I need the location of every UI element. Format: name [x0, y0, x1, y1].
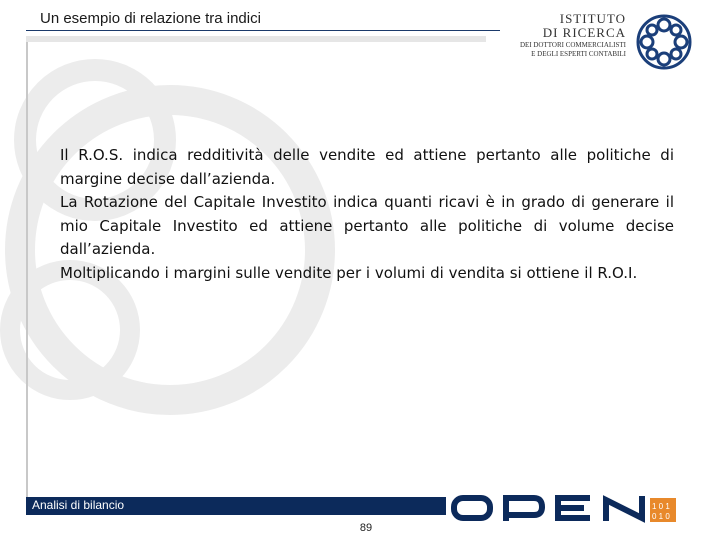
svg-text:1 0 1: 1 0 1: [652, 502, 670, 511]
svg-text:0 1 0: 0 1 0: [652, 512, 670, 521]
logo-line-3: DEI DOTTORI COMMERCIALISTI: [519, 41, 626, 49]
slide-title: Un esempio di relazione tra indici: [40, 10, 261, 27]
paragraph-rotazione: La Rotazione del Capitale Investito indica quanti ricavi è in grado di generare il mio Capitale Investito ed attiene pertanto alle politiche di volume decise dall’azienda.: [60, 193, 674, 258]
open-brand-logo: [446, 488, 686, 530]
institute-logo: [498, 12, 708, 72]
knot-emblem-icon: [634, 12, 694, 72]
logo-line-1: ISTITUTO: [559, 11, 626, 26]
footer-section-bar: [26, 497, 446, 515]
title-divider: [26, 30, 500, 31]
slide-body: [60, 144, 674, 285]
logo-line-2: DI RICERCA: [542, 25, 626, 40]
paragraph-roi: Moltiplicando i margini sulle vendite per i volumi di vendita si ottiene il R.O.I.: [60, 263, 638, 282]
left-border: [26, 42, 28, 498]
header-band: [26, 36, 486, 42]
page-number: 89: [359, 522, 373, 534]
section-label: Analisi di bilancio: [32, 498, 125, 512]
paragraph-ros: Il R.O.S. indica redditività delle vendite ed attiene pertanto alle politiche di margine decise dall’azienda.: [60, 146, 674, 188]
logo-wordmark: [498, 12, 626, 59]
logo-line-4: E DEGLI ESPERTI CONTABILI: [531, 50, 626, 58]
